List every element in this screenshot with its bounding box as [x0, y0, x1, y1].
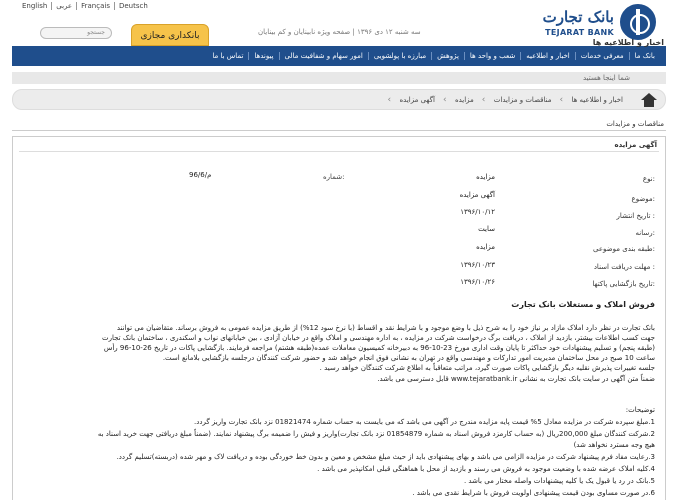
notice-subject: فروش املاک و مستغلات بانک تجارت: [511, 300, 655, 309]
note-item: هیچ وجه مسترد نخواهد شد): [573, 441, 655, 449]
field-label-publish-date: تاریخ انتشار :: [616, 212, 655, 220]
field-label-type: نوع:: [642, 175, 655, 183]
breadcrumb: [12, 89, 666, 110]
nav-item-links[interactable]: پیوندها: [248, 52, 278, 60]
field-label-category: طبقه بندی موضوعی:: [593, 245, 655, 253]
note-item: 5.بانک در رد یا قبول یک یا کلیه پیشنهادات واصله مختار می باشد .: [463, 477, 655, 485]
nav-item-research[interactable]: پژوهش: [431, 52, 464, 60]
notice-panel: [12, 136, 666, 500]
field-value-topic: آگهی مزایده: [459, 191, 495, 199]
nav-item-anti-money-laundering[interactable]: مبارزه با پولشویی: [368, 52, 431, 60]
field-label-deadline: مهلت دریافت اسناد :: [593, 263, 655, 271]
notice-paragraph: جهت کسب اطلاعات بیشتر، بازدید از املاک ، دریافت برگ درخواست شرکت در مزایده ، به اداره مهندسی و املاک واقع در خیابان آزادی ، بین خیابانهای نواب و اسکندری ، ساختمان بانک تجارت: [102, 334, 655, 342]
breadcrumb-auction[interactable]: ‹ مزایده: [445, 96, 484, 104]
nav-item-branches[interactable]: شعب و واحد ها: [464, 52, 520, 60]
notice-paragraph: (طبقه پنجم) و تسلیم پیشنهادات خود حداکثر تا پایان وقت اداری مورخ 23-10-96 به دبیرخانه کمیسیون معاملات عمده(طبقه هشتم) مراجعه فرمایند. بازگشایی پاکات در تاریخ 26-10-96 رأس: [103, 344, 655, 352]
note-item: 2.شرکت کنندگان مبلغ 200,000ریال (به حساب کارمزد فروش اسناد به شماره 01854879 نزد بانک تجارت)واریز و فیش را ضمیمه برگ پیشنهاد نمایند. (ضمناً مبلغ دریافتی جهت خرید اسناد به: [97, 430, 655, 438]
nav-item-news[interactable]: اخبار و اطلاعیه: [520, 52, 574, 60]
lang-german[interactable]: Deutsch: [118, 2, 148, 10]
divider: [19, 151, 659, 152]
field-value-media: سایت: [478, 225, 495, 233]
nav-item-shares[interactable]: امور سهام و شفافیت مالی: [279, 52, 368, 60]
note-item: 6.در صورت مساوی بودن قیمت پیشنهادی اولویت فروش با شرایط نقدی می باشد .: [412, 489, 655, 497]
nav-item-our-bank[interactable]: بانک ما: [629, 52, 660, 60]
breadcrumb-auction-notice: ‹ آگهی مزایده: [390, 96, 445, 104]
home-icon[interactable]: [641, 93, 657, 107]
field-value-publish-date: ۱۳۹۶/۱۰/۱۲: [460, 208, 495, 216]
field-label-topic: موضوع:: [631, 195, 655, 203]
number-value: 96/6/م: [189, 171, 212, 179]
field-value-opening-date: ۱۳۹۶/۱۰/۲۶: [460, 278, 495, 286]
bank-logo[interactable]: [506, 4, 656, 40]
lang-french[interactable]: Français: [77, 2, 115, 10]
field-value-category: مزایده: [476, 243, 495, 251]
search-input[interactable]: جستجو: [40, 27, 112, 39]
bank-emblem-icon: [620, 4, 656, 40]
header-date: سه شنبه ۱۲ دی ۱۳۹۶ | صفحه ویژه نابینایان و کم بینایان: [258, 28, 421, 36]
virtual-banking-tab[interactable]: بانکداری مجازی: [131, 24, 209, 46]
notice-paragraph: بانک تجارت در نظر دارد املاک مازاد بر نیاز خود را به شرح ذیل با وضع موجود و با شرایط نقد و اقساط (با نرخ سود 12%) از طریق مزایده عمومی به فروش برساند. متقاضیان می توانند: [116, 324, 655, 332]
you-are-here-text: شما اینجا هستید: [583, 74, 630, 82]
panel-title: آگهی مزایده: [614, 141, 657, 149]
logo-text-fa: بانک تجارت: [542, 8, 614, 26]
breadcrumb-news[interactable]: ‹ اخبار و اطلاعیه ها: [561, 96, 633, 104]
nav-item-services[interactable]: معرفی خدمات: [575, 52, 629, 60]
field-label-media: رسانه:: [635, 229, 655, 237]
divider: [12, 130, 666, 131]
nav-item-contact[interactable]: تماس با ما: [212, 52, 244, 60]
breadcrumb-tenders[interactable]: ‹ مناقصات و مزایدات: [484, 96, 562, 104]
lang-arabic[interactable]: عربی: [52, 2, 77, 10]
note-item: 1.مبلغ سپرده شرکت در مزایده معادل 5% قیمت پایه مزایده مندرج در آگهی می باشد که می بایست به حساب شماره 01821474 نزد بانک تجارت واریز گردد.: [194, 418, 655, 426]
location-strip: [12, 72, 666, 84]
lang-english[interactable]: English: [18, 2, 52, 10]
notice-paragraph: ساعت 10 صبح در محل ساختمان مدیریت امور تدارکات و مهندسی واقع در تهران به نشانی فوق انجام خواهد شد و حضور شرکت کنندگان درجلسه بازگشایی بلامانع است.: [162, 354, 655, 362]
note-item: 4.کلیه املاک عرضه شده با وضعیت موجود به فروش می رسند و بازدید از محل با هماهنگی قبلی امکانپذیر می باشد .: [317, 465, 655, 473]
notice-paragraph-link[interactable]: ضمناً متن آگهی در سایت بانک تجارت به نشانی www.tejaratbank.ir قابل دسترسی می باشد.: [377, 375, 655, 383]
site-header: [0, 0, 678, 46]
logo-text-en: TEJARAT BANK: [545, 28, 614, 37]
section-title: اخبار و اطلاعیه ها: [592, 38, 664, 47]
number-label: شماره:: [323, 173, 345, 181]
notes-title: توضیحات:: [625, 406, 655, 414]
notice-paragraph: جلسه تغییرات پذیرش نقلیه دیگر بازگشایی پاکات صورت گیرد، مراتب متعاقباً به اطلاع شرکت کنندگان خواهد رسید .: [319, 364, 655, 372]
language-bar: [18, 2, 152, 10]
main-nav: [12, 46, 666, 66]
note-item: 3.رعایت مفاد فرم پیشنهاد شرکت در مزایده الزامی می باشد و بهای پیشنهادی باید از حیث مبلغ مشخص و معین و بدون خط خوردگی بوده و دریافت لاک و مهر شده (دربسته)تسلیم گردد.: [116, 453, 655, 461]
field-label-opening-date: تاریخ بازگشایی پاکتها:: [592, 280, 655, 288]
field-value-deadline: ۱۳۹۶/۱۰/۲۳: [460, 261, 495, 269]
page-subheading: مناقصات و مزایدات: [606, 120, 664, 128]
field-value-type: مزایده: [476, 173, 495, 181]
